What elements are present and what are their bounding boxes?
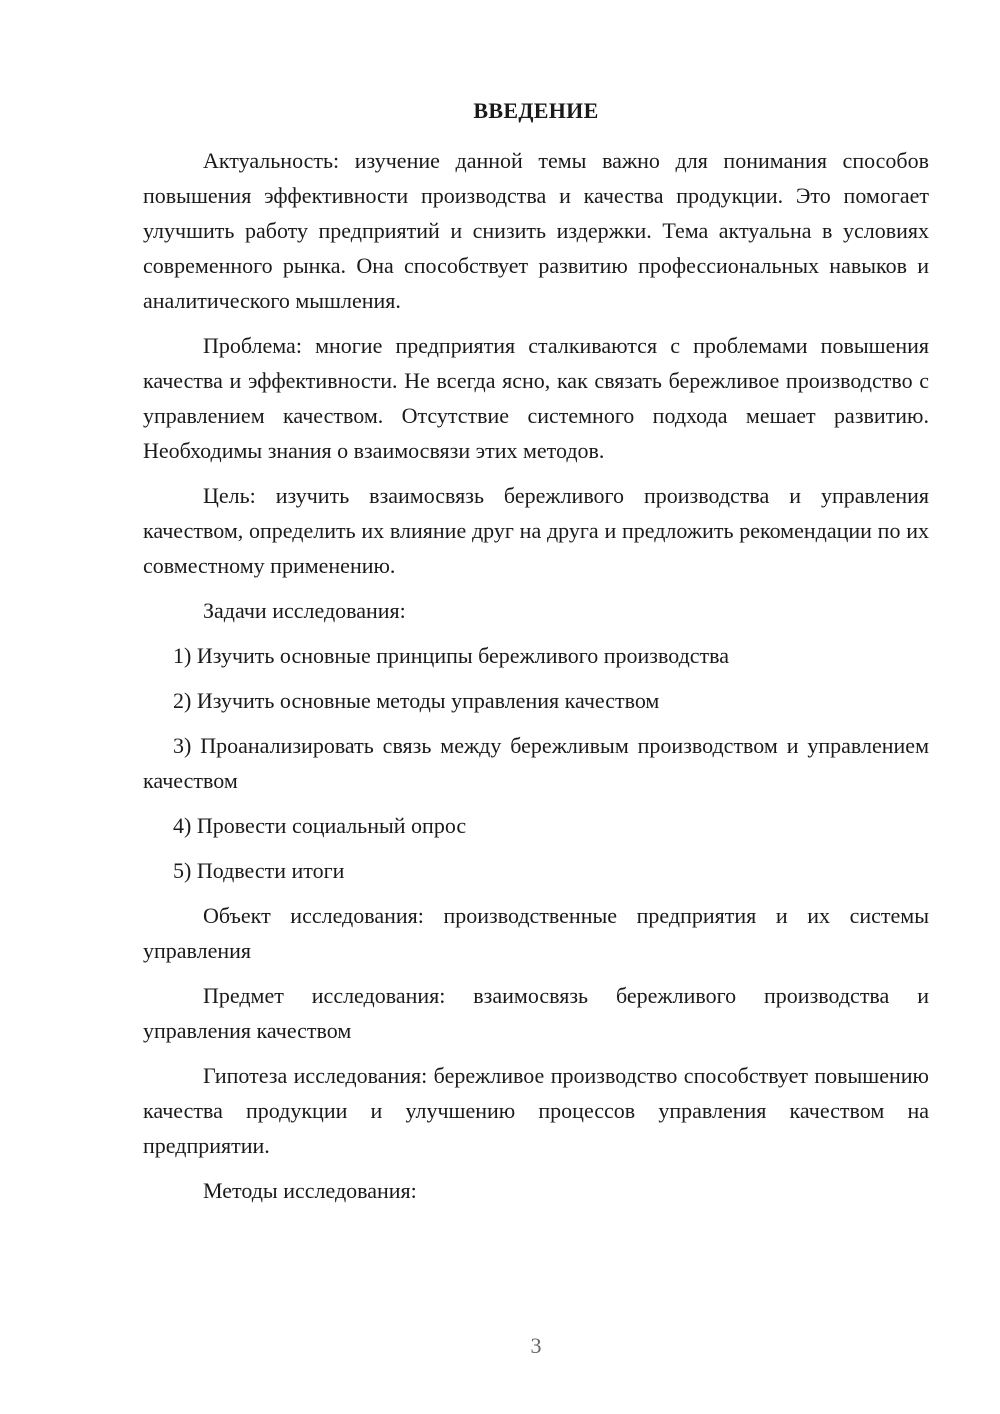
paragraph-problem: Проблема: многие предприятия сталкиваются с проблемами повышения качества и эффективности. Не всегда ясно, как связать бережливое производство с управлением качеством. Отсутствие системного подхода мешает развитию. Необходимы знания о взаимосвязи этих методов. (143, 333, 929, 463)
paragraph-subject: Предмет исследования: взаимосвязь бережливого производства и управления качеством (143, 983, 929, 1043)
task-item: 1) Изучить основные принципы бережливого производства (173, 643, 730, 668)
task-item: 2) Изучить основные методы управления качеством (173, 688, 660, 713)
task-item: 5) Подвести итоги (173, 858, 345, 883)
document-body (143, 143, 929, 1218)
paragraph-goal: Цель: изучить взаимосвязь бережливого производства и управления качеством, определить их влияние друг на друга и предложить рекомендации по их совместному применению. (143, 483, 929, 578)
task-item: 4) Провести социальный опрос (173, 813, 467, 838)
paragraph-object: Объект исследования: производственные предприятия и их системы управления (143, 903, 929, 963)
task-item: 3) Проанализировать связь между бережливым производством и управлением качеством (143, 733, 929, 793)
page-footer (0, 1333, 1000, 1359)
page-title: ВВЕДЕНИЕ (473, 98, 599, 123)
page-number: 3 (530, 1333, 542, 1358)
paragraph-relevance: Актуальность: изучение данной темы важно для понимания способов повышения эффективности производства и качества продукции. Это помогает улучшить работу предприятий и снизить издержки. Тема актуальна в условиях современного рынка. Она способствует развитию профессиональных навыков и аналитического мышления. (143, 148, 929, 313)
paragraph-hypothesis: Гипотеза исследования: бережливое производство способствует повышению качества продукции и улучшению процессов управления качеством на предприятии. (143, 1063, 929, 1158)
tasks-heading: Задачи исследования: (203, 598, 406, 623)
paragraph-methods: Методы исследования: (203, 1178, 417, 1203)
